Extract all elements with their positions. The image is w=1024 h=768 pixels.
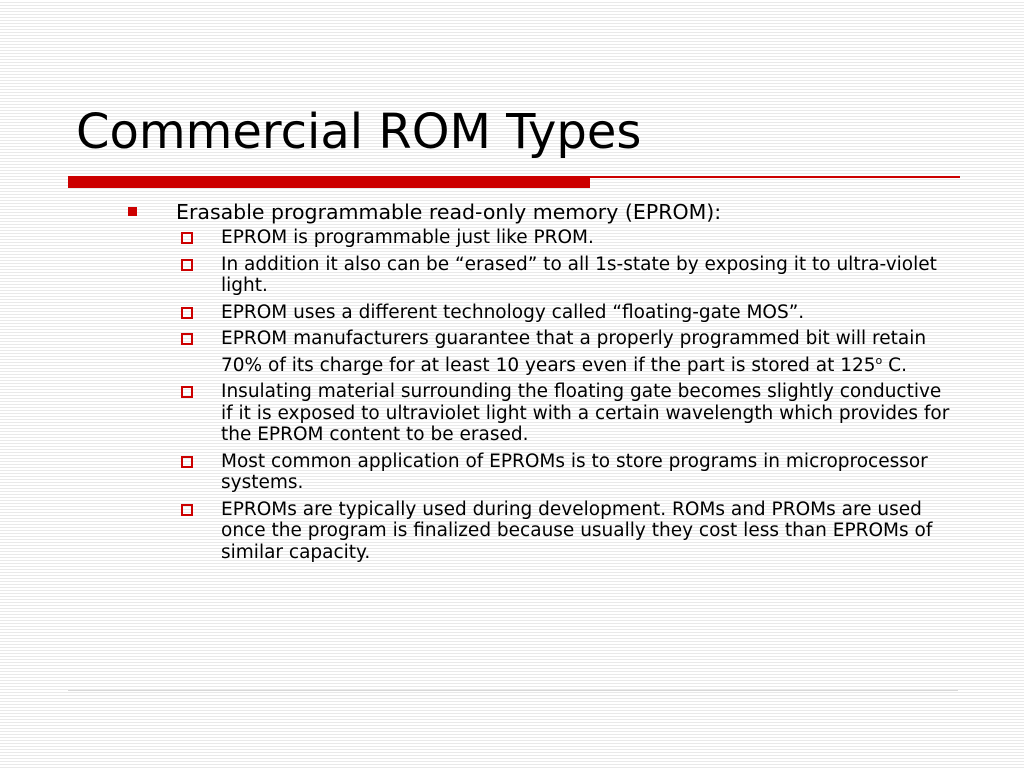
sub-bullet-text: Insulating material surrounding the floating gate becomes slightly conductive if it is exposed to ultraviolet light with a certain wavelength which provides for the EPROM content to be erased. xyxy=(221,381,950,446)
sub-bullet-text-main: EPROM manufacturers guarantee that a properly programmed bit will retain 70% of its charge for at least 10 years even if the part is stored at 125 xyxy=(221,328,927,376)
title-underline-bar xyxy=(68,176,590,188)
degree-superscript: o xyxy=(875,353,883,367)
sub-bullet xyxy=(221,499,951,564)
sub-bullet-list xyxy=(0,227,1024,563)
filled-square-bullet-icon xyxy=(128,207,137,216)
hollow-square-bullet-icon xyxy=(181,259,193,271)
sub-bullet xyxy=(221,227,951,249)
sub-bullet-text xyxy=(221,328,926,376)
sub-bullet-text: EPROM is programmable just like PROM. xyxy=(221,227,594,248)
sub-bullet xyxy=(221,302,951,324)
main-bullet-text: Erasable programmable read-only memory (EPROM): xyxy=(176,200,722,224)
slide-content xyxy=(0,200,1024,568)
sub-bullet xyxy=(221,328,951,376)
hollow-square-bullet-icon xyxy=(181,386,193,398)
sub-bullet xyxy=(221,381,951,446)
sub-bullet xyxy=(221,254,951,297)
hollow-square-bullet-icon xyxy=(181,504,193,516)
sub-bullet-text: EPROMs are typically used during development. ROMs and PROMs are used once the program is finalized because usually they cost less than EPROMs of similar capacity. xyxy=(221,498,933,563)
sub-bullet-text: EPROM uses a different technology called “floating-gate MOS”. xyxy=(221,301,805,323)
hollow-square-bullet-icon xyxy=(181,456,193,468)
sub-bullet-text-tail: C. xyxy=(882,354,907,376)
hollow-square-bullet-icon xyxy=(181,307,193,319)
hollow-square-bullet-icon xyxy=(181,333,193,345)
sub-bullet xyxy=(221,451,951,494)
title-underline-thin xyxy=(590,176,960,178)
sub-bullet-text: Most common application of EPROMs is to store programs in microprocessor systems. xyxy=(221,450,928,494)
footer-divider xyxy=(68,690,958,691)
slide-title: Commercial ROM Types xyxy=(76,104,642,160)
hollow-square-bullet-icon xyxy=(181,232,193,244)
sub-bullet-text: In addition it also can be “erased” to all 1s-state by exposing it to ultra-violet light. xyxy=(221,253,937,296)
main-bullet xyxy=(176,200,976,225)
